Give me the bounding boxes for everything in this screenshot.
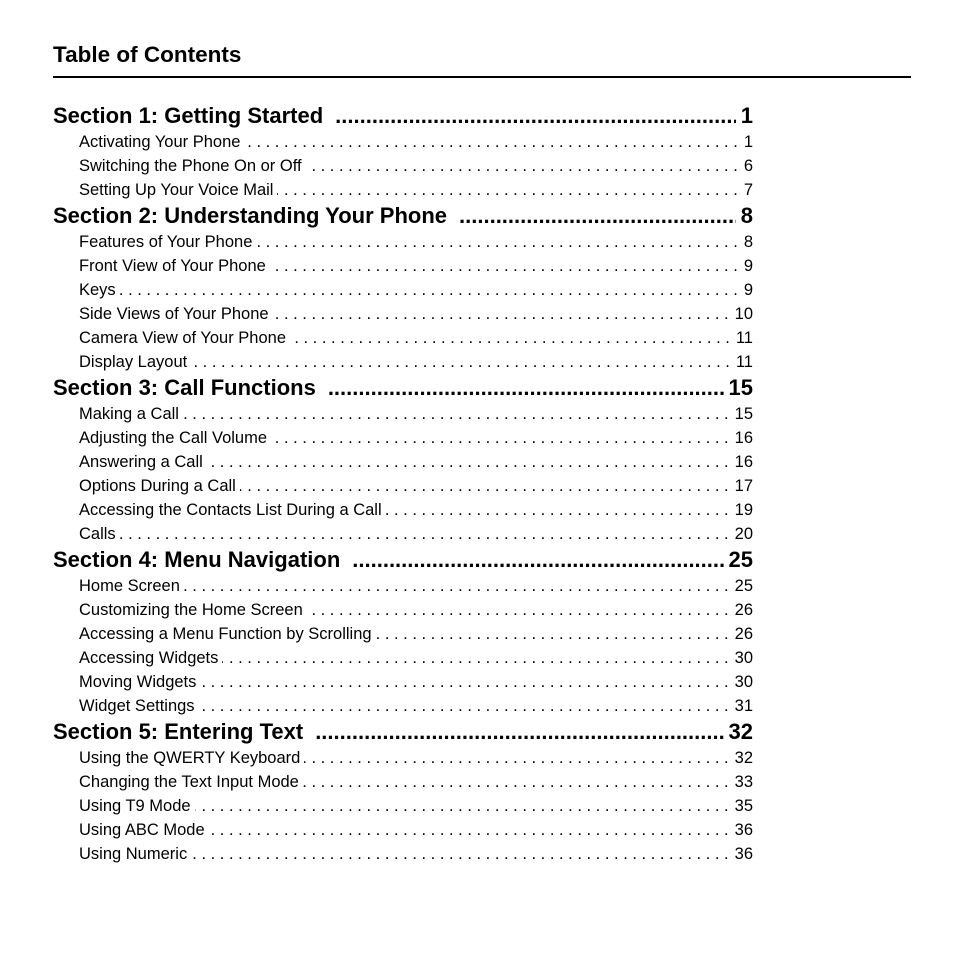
toc-entry[interactable] bbox=[53, 350, 753, 374]
toc-entry[interactable] bbox=[53, 818, 753, 842]
dot-leader bbox=[256, 230, 737, 254]
dot-leader bbox=[315, 718, 723, 746]
dot-leader bbox=[277, 178, 737, 202]
section-label: Section 2: Understanding Your Phone bbox=[53, 203, 448, 228]
entry-label: Using the QWERTY Keyboard bbox=[79, 749, 301, 767]
entry-label: Home Screen bbox=[79, 577, 180, 595]
section-page-number: 1 bbox=[740, 103, 753, 128]
dot-leader bbox=[183, 402, 729, 426]
dot-leader bbox=[303, 770, 729, 794]
entry-page-number: 35 bbox=[734, 797, 753, 815]
toc-section-1[interactable] bbox=[53, 100, 753, 130]
entry-page-number: 26 bbox=[734, 601, 753, 619]
toc-entry[interactable] bbox=[53, 522, 753, 546]
toc-section-5[interactable] bbox=[53, 718, 753, 746]
entry-label: Setting Up Your Voice Mail bbox=[79, 181, 274, 199]
entry-label: Keys bbox=[79, 281, 116, 299]
entry-page-number: 11 bbox=[735, 353, 753, 371]
dot-leader bbox=[386, 498, 729, 522]
dot-leader bbox=[335, 102, 736, 130]
entry-label: Options During a Call bbox=[79, 477, 236, 495]
entry-label: Activating Your Phone bbox=[79, 133, 241, 151]
entry-page-number: 10 bbox=[734, 305, 753, 323]
toc-entry[interactable] bbox=[53, 670, 753, 694]
entry-page-number: 9 bbox=[743, 257, 753, 275]
toc-entry[interactable] bbox=[53, 302, 753, 326]
dot-leader bbox=[120, 278, 738, 302]
section-label: Section 5: Entering Text bbox=[53, 719, 304, 744]
entry-page-number: 6 bbox=[743, 157, 753, 175]
entry-page-number: 16 bbox=[734, 429, 753, 447]
dot-leader bbox=[120, 522, 729, 546]
entry-page-number: 36 bbox=[734, 845, 753, 863]
dot-leader bbox=[307, 598, 729, 622]
toc-entry[interactable] bbox=[53, 646, 753, 670]
entry-label: Making a Call bbox=[79, 405, 179, 423]
dot-leader bbox=[209, 818, 729, 842]
entry-page-number: 7 bbox=[743, 181, 753, 199]
entry-label: Features of Your Phone bbox=[79, 233, 253, 251]
dot-leader bbox=[271, 426, 729, 450]
entry-label: Moving Widgets bbox=[79, 673, 197, 691]
toc-entry[interactable] bbox=[53, 770, 753, 794]
entry-label: Changing the Text Input Mode bbox=[79, 773, 299, 791]
entry-page-number: 17 bbox=[734, 477, 753, 495]
title-divider bbox=[53, 76, 911, 78]
entry-page-number: 33 bbox=[734, 773, 753, 791]
toc-section-3[interactable] bbox=[53, 374, 753, 402]
section-page-number: 32 bbox=[728, 719, 753, 744]
dot-leader bbox=[459, 202, 736, 230]
toc-entry[interactable] bbox=[53, 622, 753, 646]
entry-page-number: 11 bbox=[735, 329, 753, 347]
entry-page-number: 19 bbox=[734, 501, 753, 519]
toc-entry[interactable] bbox=[53, 178, 753, 202]
dot-leader bbox=[191, 350, 730, 374]
dot-leader bbox=[191, 842, 728, 866]
toc-entry[interactable] bbox=[53, 598, 753, 622]
entry-label: Adjusting the Call Volume bbox=[79, 429, 268, 447]
entry-label: Side Views of Your Phone bbox=[79, 305, 269, 323]
dot-leader bbox=[290, 326, 730, 350]
section-label: Section 1: Getting Started bbox=[53, 103, 324, 128]
entry-page-number: 30 bbox=[734, 649, 753, 667]
dot-leader bbox=[304, 746, 728, 770]
entry-label: Using Numeric bbox=[79, 845, 188, 863]
entry-label: Customizing the Home Screen bbox=[79, 601, 303, 619]
dot-leader bbox=[273, 302, 729, 326]
toc-entry[interactable] bbox=[53, 130, 753, 154]
entry-page-number: 1 bbox=[743, 133, 753, 151]
entry-label: Display Layout bbox=[79, 353, 188, 371]
dot-leader bbox=[195, 794, 729, 818]
entry-label: Answering a Call bbox=[79, 453, 203, 471]
entry-page-number: 20 bbox=[734, 525, 753, 543]
dot-leader bbox=[207, 450, 729, 474]
section-label: Section 3: Call Functions bbox=[53, 375, 316, 400]
toc-entry[interactable] bbox=[53, 746, 753, 770]
entry-label: Front View of Your Phone bbox=[79, 257, 266, 275]
entry-page-number: 8 bbox=[743, 233, 753, 251]
entry-page-number: 36 bbox=[734, 821, 753, 839]
entry-page-number: 30 bbox=[734, 673, 753, 691]
section-page-number: 15 bbox=[728, 375, 753, 400]
toc-list bbox=[53, 100, 753, 866]
dot-leader bbox=[222, 646, 728, 670]
entry-page-number: 31 bbox=[734, 697, 753, 715]
entry-label: Switching the Phone On or Off bbox=[79, 157, 302, 175]
toc-entry[interactable] bbox=[53, 154, 753, 178]
entry-label: Calls bbox=[79, 525, 116, 543]
entry-label: Accessing a Menu Function by Scrolling bbox=[79, 625, 372, 643]
dot-leader bbox=[270, 254, 738, 278]
entry-label: Widget Settings bbox=[79, 697, 195, 715]
toc-section-2[interactable] bbox=[53, 202, 753, 230]
toc-entry[interactable] bbox=[53, 254, 753, 278]
dot-leader bbox=[244, 130, 737, 154]
dot-leader bbox=[199, 694, 729, 718]
entry-label: Camera View of Your Phone bbox=[79, 329, 286, 347]
toc-entry[interactable] bbox=[53, 694, 753, 718]
entry-page-number: 25 bbox=[734, 577, 753, 595]
entry-label: Accessing the Contacts List During a Call bbox=[79, 501, 382, 519]
entry-label: Using ABC Mode bbox=[79, 821, 205, 839]
dot-leader bbox=[306, 154, 738, 178]
toc-entry[interactable] bbox=[53, 326, 753, 350]
page-title: Table of Contents bbox=[53, 42, 242, 67]
toc-entry[interactable] bbox=[53, 474, 753, 498]
section-page-number: 25 bbox=[728, 547, 753, 572]
section-label: Section 4: Menu Navigation bbox=[53, 547, 341, 572]
entry-page-number: 26 bbox=[734, 625, 753, 643]
toc-entry[interactable] bbox=[53, 402, 753, 426]
toc-entry[interactable] bbox=[53, 574, 753, 598]
dot-leader bbox=[352, 546, 723, 574]
entry-page-number: 32 bbox=[734, 749, 753, 767]
section-page-number: 8 bbox=[740, 203, 753, 228]
toc-entry[interactable] bbox=[53, 498, 753, 522]
entry-page-number: 16 bbox=[734, 453, 753, 471]
entry-page-number: 9 bbox=[743, 281, 753, 299]
dot-leader bbox=[328, 374, 724, 402]
dot-leader bbox=[200, 670, 728, 694]
entry-page-number: 15 bbox=[734, 405, 753, 423]
entry-label: Accessing Widgets bbox=[79, 649, 219, 667]
entry-label: Using T9 Mode bbox=[79, 797, 191, 815]
dot-leader bbox=[184, 574, 729, 598]
toc-entry[interactable] bbox=[53, 450, 753, 474]
toc-entry[interactable] bbox=[53, 842, 753, 866]
dot-leader bbox=[376, 622, 729, 646]
dot-leader bbox=[240, 474, 729, 498]
toc-entry[interactable] bbox=[53, 426, 753, 450]
toc-section-4[interactable] bbox=[53, 546, 753, 574]
toc-entry[interactable] bbox=[53, 794, 753, 818]
toc-entry[interactable] bbox=[53, 230, 753, 254]
toc-entry[interactable] bbox=[53, 278, 753, 302]
